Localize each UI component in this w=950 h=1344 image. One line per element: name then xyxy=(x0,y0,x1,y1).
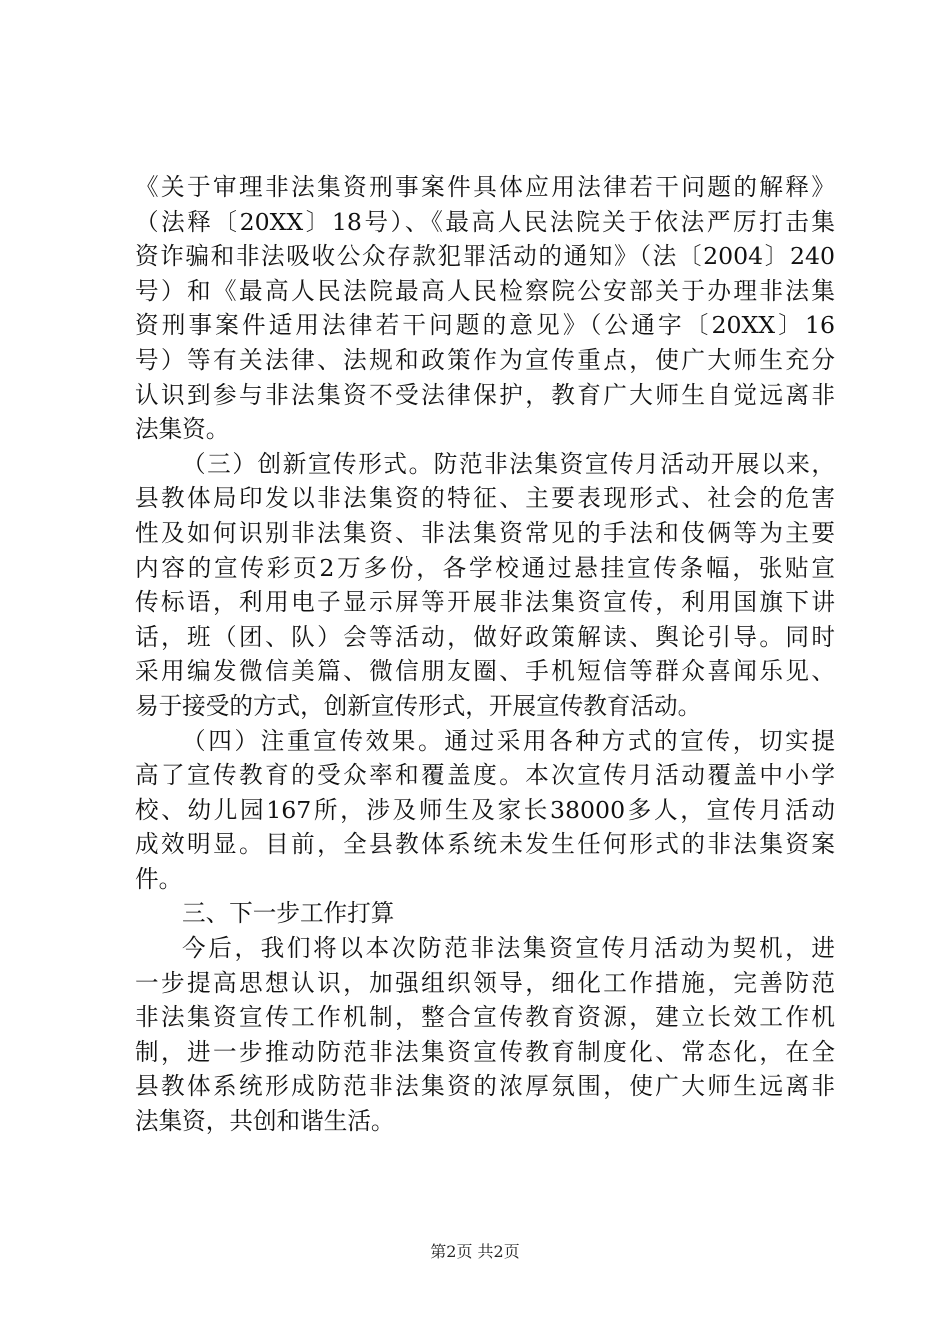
text-line: 性及如何识别非法集资、非法集资常见的手法和伎俩等为主要 xyxy=(135,518,835,547)
section-heading-paragraph: （四）注重宣传效果。通过采用各种方式的宣传，切实提 xyxy=(182,726,835,755)
text-line: 法集资，共创和谐生活。 xyxy=(135,1107,395,1136)
text-line: 校、幼儿园167所，涉及师生及家长38000多人，宣传月活动 xyxy=(135,795,835,824)
text-line: （法释〔20XX〕18号）、《最高人民法院关于依法严厉打击集 xyxy=(135,207,835,236)
section-heading-paragraph: （三）创新宣传形式。防范非法集资宣传月活动开展以来， xyxy=(182,449,835,478)
text-line: 县教体局印发以非法集资的特征、主要表现形式、社会的危害 xyxy=(135,484,835,513)
text-line: 今后，我们将以本次防范非法集资宣传月活动为契机，进 xyxy=(182,934,835,963)
page-number: 第2页 共2页 xyxy=(430,1242,520,1261)
text-line: 法集资。 xyxy=(135,415,230,444)
text-line: 资诈骗和非法吸收公众存款犯罪活动的通知》（法〔2004〕240 xyxy=(135,242,835,271)
page-footer xyxy=(0,1242,950,1262)
text-line: 《关于审理非法集资刑事案件具体应用法律若干问题的解释》 xyxy=(135,173,835,201)
text-line: 高了宣传教育的受众率和覆盖度。本次宣传月活动覆盖中小学 xyxy=(135,761,835,790)
text-line: 号）和《最高人民法院最高人民检察院公安部关于办理非法集 xyxy=(135,276,835,305)
section-title: 三、下一步工作打算 xyxy=(182,899,395,928)
text-line: 资刑事案件适用法律若干问题的意见》（公通字〔20XX〕16 xyxy=(135,311,835,340)
text-line: 件。 xyxy=(135,864,183,893)
text-line: 易于接受的方式，创新宣传形式，开展宣传教育活动。 xyxy=(135,691,702,720)
text-line: 话，班（团、队）会等活动，做好政策解读、舆论引导。同时 xyxy=(135,622,835,651)
document-body xyxy=(135,170,835,1139)
text-line: 传标语，利用电子显示屏等开展非法集资宣传，利用国旗下讲 xyxy=(135,588,835,617)
text-line: 非法集资宣传工作机制，整合宣传教育资源，建立长效工作机 xyxy=(135,1003,835,1032)
text-line: 内容的宣传彩页2万多份，各学校通过悬挂宣传条幅，张贴宣 xyxy=(135,553,835,582)
text-line: 县教体系统形成防范非法集资的浓厚氛围，使广大师生远离非 xyxy=(135,1072,835,1101)
text-line: 成效明显。目前，全县教体系统未发生任何形式的非法集资案 xyxy=(135,830,835,859)
text-line: 制，进一步推动防范非法集资宣传教育制度化、常态化，在全 xyxy=(135,1037,835,1066)
text-line: 一步提高思想认识，加强组织领导，细化工作措施，完善防范 xyxy=(135,968,835,997)
text-line: 号）等有关法律、法规和政策作为宣传重点，使广大师生充分 xyxy=(135,345,835,374)
text-line: 认识到参与非法集资不受法律保护，教育广大师生自觉远离非 xyxy=(135,380,835,409)
text-line: 采用编发微信美篇、微信朋友圈、手机短信等群众喜闻乐见、 xyxy=(135,657,835,686)
